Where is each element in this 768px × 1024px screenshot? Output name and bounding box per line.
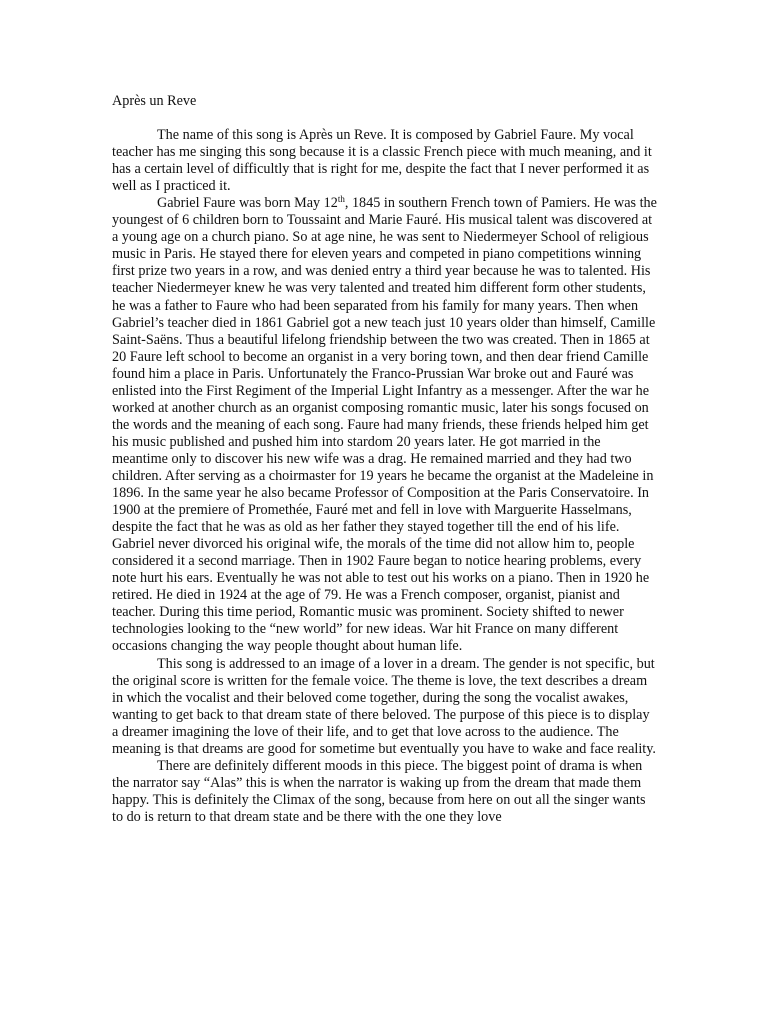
paragraph-moods: There are definitely different moods in this piece. The biggest point of drama is when the narrator say “Alas” this is when the narrator is waking up from the dream that made them happy. This is definitely the Climax of the song, because from here on out all the singer wants to do is return to that dream state and be there with the one they love — [112, 757, 646, 825]
paragraph-intro: The name of this song is Après un Reve. It is composed by Gabriel Faure. My vocal teacher has me singing this song because it is a classic French piece with much meaning, and it has a certain level of difficultly that is right for me, despite the fact that I never performed it as well as I practiced it. — [112, 127, 652, 195]
biography-text-rest: , 1845 in southern French town of Pamiers. He was the youngest of 6 children born to Toussaint and Marie Fauré. His musical talent was discovered at a young age on a church piano. So at age nine, he was sent to Niedermeyer School of religious music in Paris. He stayed there for eleven years and competed in piano competitions winning first prize two years in a row, and was denied entry a third year because he was to talented. His teacher Niedermeyer knew he was very talented and treated him different form other students, he was a father to Faure who had been separated from his family for many years. Then when Gabriel’s teacher died in 1861 Gabriel got a new teach just 10 years older than himself, Camille Saint-Saëns. Thus a beautiful lifelong friendship between the two was created. Then in 1865 at 20 Faure left school to become an organist in a very boring town, and then dear friend Camille found him a place in Paris. Unfortunately the Franco-Prussian War broke out and Fauré was enlisted into the First Regiment of the Imperial Light Infantry as a messenger. After the war he worked at another church as an organist composing romantic music, later his songs focused on the words and the meaning of each song. Faure had many friends, these friends helped him get his music published and pushed him into stardom 20 years later. He got married in the meantime only to discover his new wife was a drag. He remained married and they had two children. After serving as a choirmaster for 19 years he became the organist at the Madeleine in 1896. In the same year he also became Professor of Composition at the Paris Conservatoire. In 1900 at the premiere of Promethée, Fauré met and fell in love with Marguerite Hasselmans, despite the fact that he was as old as her father they stayed together till the end of his life. Gabriel never divorced his original wife, the morals of the time did not allow him to, people considered it a second marriage. Then in 1902 Faure began to notice hearing problems, every note hurt his ears. Eventually he was not able to test out his works on a piano. Then in 1920 he retired. He died in 1924 at the age of 79. He was a French composer, organist, pianist and teacher. During this time period, Romantic music was prominent. Society shifted to newer technologies looking to the “new world” for new ideas. War hit France on many different occasions changing the way people thought about human life. — [112, 195, 657, 655]
document-content — [112, 93, 657, 826]
ordinal-superscript: th — [337, 194, 345, 205]
paragraph-meaning: This song is addressed to an image of a lover in a dream. The gender is not specific, but the original score is written for the female voice. The theme is love, the text describes a dream in which the vocalist and their beloved come together, during the song the vocalist awakes, wanting to get back to that dream state of there beloved. The purpose of this piece is to display a dreamer imagining the love of their life, and to get that love across to the audience. The meaning is that dreams are good for sometime but eventually you have to wake and face reality. — [112, 655, 656, 757]
paragraph-biography — [112, 195, 657, 655]
biography-text-start: Gabriel Faure was born May 12 — [157, 195, 338, 212]
document-title: Après un Reve — [112, 93, 197, 109]
